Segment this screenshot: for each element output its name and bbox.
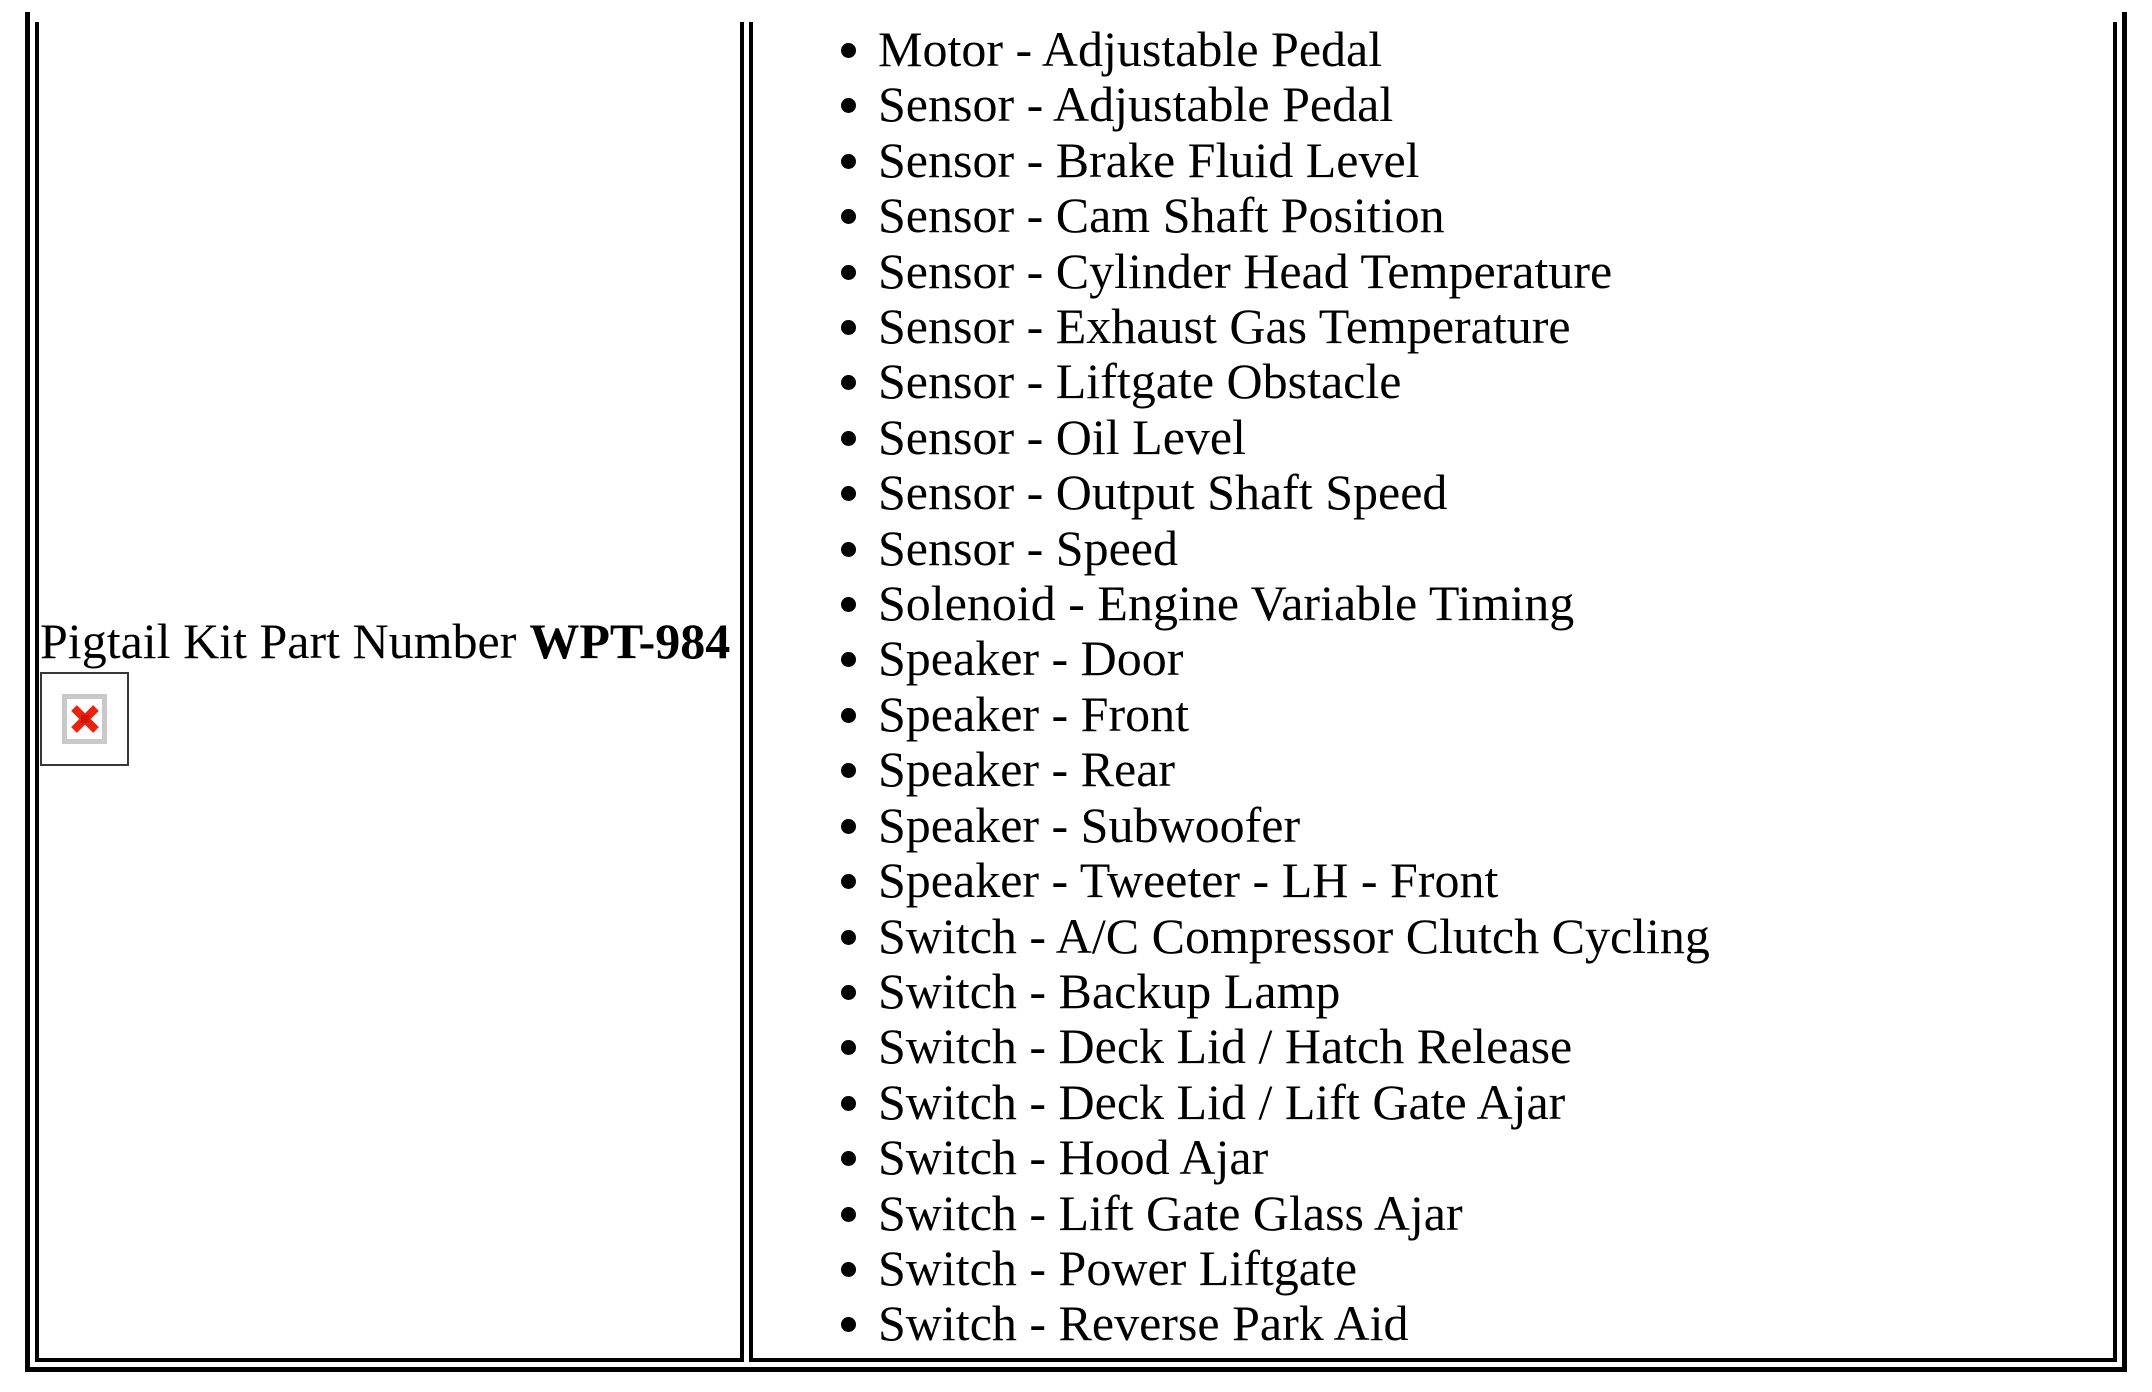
- list-item: • Speaker - Door: [878, 631, 2113, 686]
- list-item: • Sensor - Speed: [878, 521, 2113, 576]
- broken-image-icon: [62, 694, 107, 744]
- list-item: • Sensor - Brake Fluid Level: [878, 133, 2113, 188]
- list-item: • Speaker - Subwoofer: [878, 798, 2113, 853]
- pigtail-kit-part-line: [40, 614, 730, 669]
- list-item: • Switch - Backup Lamp: [878, 964, 2113, 1019]
- pigtail-kit-part-number: WPT-984: [529, 613, 731, 669]
- list-item: • Speaker - Rear: [878, 742, 2113, 797]
- list-item: • Solenoid - Engine Variable Timing: [878, 576, 2113, 631]
- pigtail-kit-table: [25, 12, 2127, 1372]
- list-item: • Sensor - Output Shaft Speed: [878, 465, 2113, 520]
- list-item: • Switch - Deck Lid / Hatch Release: [878, 1019, 2113, 1074]
- pigtail-kit-label: Pigtail Kit Part Number: [40, 613, 517, 669]
- list-item: • Speaker - Front: [878, 687, 2113, 742]
- list-item: • Speaker - Tweeter - LH - Front: [878, 853, 2113, 908]
- pigtail-kit-cell: [35, 22, 744, 1362]
- list-item: • Sensor - Exhaust Gas Temperature: [878, 299, 2113, 354]
- list-item: • Sensor - Liftgate Obstacle: [878, 354, 2113, 409]
- broken-image-x-icon: [71, 705, 99, 733]
- list-item: • Motor - Adjustable Pedal: [878, 22, 2113, 77]
- list-item: • Sensor - Adjustable Pedal: [878, 77, 2113, 132]
- list-item: • Switch - Power Liftgate: [878, 1241, 2113, 1296]
- list-item: • Switch - Deck Lid / Lift Gate Ajar: [878, 1075, 2113, 1130]
- list-item: • Switch - A/C Compressor Clutch Cycling: [878, 909, 2113, 964]
- parts-list: [753, 22, 2113, 1352]
- list-item: • Switch - Hood Ajar: [878, 1130, 2113, 1185]
- list-item: • Sensor - Cam Shaft Position: [878, 188, 2113, 243]
- list-item: • Sensor - Oil Level: [878, 410, 2113, 465]
- broken-image-placeholder: [40, 672, 129, 766]
- list-item: • Switch - Lift Gate Glass Ajar: [878, 1186, 2113, 1241]
- list-item: • Switch - Reverse Park Aid: [878, 1296, 2113, 1351]
- list-item: • Sensor - Cylinder Head Temperature: [878, 244, 2113, 299]
- parts-list-cell: [749, 22, 2117, 1362]
